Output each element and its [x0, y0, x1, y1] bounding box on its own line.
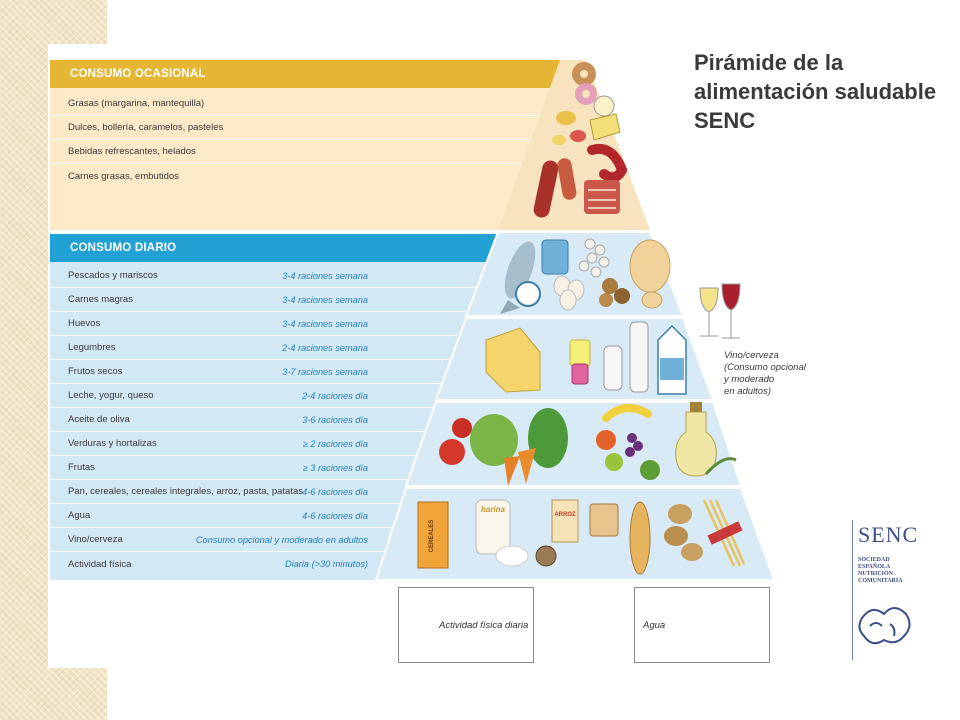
cereal-box-label: CEREALES [429, 519, 435, 553]
activity-box [398, 587, 534, 663]
row-value: Consumo opcional y moderado en adultos [195, 534, 368, 545]
row-label: Legumbres [68, 342, 116, 353]
row-label: Vino/cerveza [68, 534, 123, 545]
row-value: 4-6 raciones día [302, 510, 368, 521]
row-value: 3-4 raciones semana [282, 318, 368, 329]
row-label: Agua [68, 510, 91, 521]
row-value: 4-6 raciones día [302, 486, 368, 497]
water-box [634, 587, 770, 663]
pyramid-tier-top [498, 60, 650, 230]
row-label: Carnes magras [68, 294, 133, 305]
wine-glasses-icon [700, 284, 740, 338]
ocasional-item: Bebidas refrescantes, helados [50, 140, 560, 164]
flour-bag-label: harina [480, 505, 506, 514]
wine-note: Vino/cerveza (Consumo opcional y moderado en adultos) [724, 350, 806, 397]
senc-subtitle: SOCIEDAD ESPAÑOLA NUTRICIÓN COMUNITARIA [858, 557, 903, 584]
milk-carton-icon [658, 326, 686, 394]
page-title: Pirámide de la alimentación saludable SENC [694, 50, 937, 133]
row-label: Pan, cereales, cereales integrales, arroz, pasta, patatas [68, 486, 303, 497]
row-value: ≥ 3 raciones día [302, 462, 368, 473]
row-label: Leche, yogur, queso [68, 390, 154, 401]
row-value: 3-6 raciones día [302, 414, 368, 425]
yogurt-icon [570, 340, 590, 384]
cereal-box-icon [418, 502, 448, 568]
diario-header-label: CONSUMO DIARIO [70, 242, 177, 254]
row-value: 2-4 raciones semana [282, 342, 368, 353]
senc-name: SENC [858, 522, 919, 547]
bacon-icon [584, 180, 620, 214]
row-value: ≥ 2 raciones día [302, 438, 368, 449]
ocasional-item: Grasas (margarina, mantequilla) [50, 92, 560, 116]
row-label: Pescados y mariscos [68, 270, 158, 281]
activity-label: Actividad física diaria [439, 620, 529, 631]
row-label: Actividad física [68, 558, 132, 570]
row-value: Diaria (>30 minutos) [285, 559, 368, 569]
ocasional-item: Carnes grasas, embutidos [68, 170, 179, 182]
row-label: Frutas [68, 462, 95, 473]
row-value: 2-4 raciones día [302, 390, 368, 401]
water-label: Agua [643, 620, 666, 631]
ocasional-item: Dulces, bollería, caramelos, pasteles [50, 116, 560, 140]
ocasional-header-label: CONSUMO OCASIONAL [70, 68, 206, 80]
row-label: Huevos [68, 318, 101, 329]
row-label: Frutos secos [68, 366, 123, 377]
row-label: Verduras y hortalizas [68, 438, 157, 449]
rice-box-label: ARROZ [554, 512, 576, 518]
row-value: 3-7 raciones semana [282, 366, 368, 377]
row-value: 3-4 raciones semana [282, 270, 368, 281]
row-label: Aceite de oliva [68, 414, 130, 425]
row-value: 3-4 raciones semana [282, 294, 368, 305]
